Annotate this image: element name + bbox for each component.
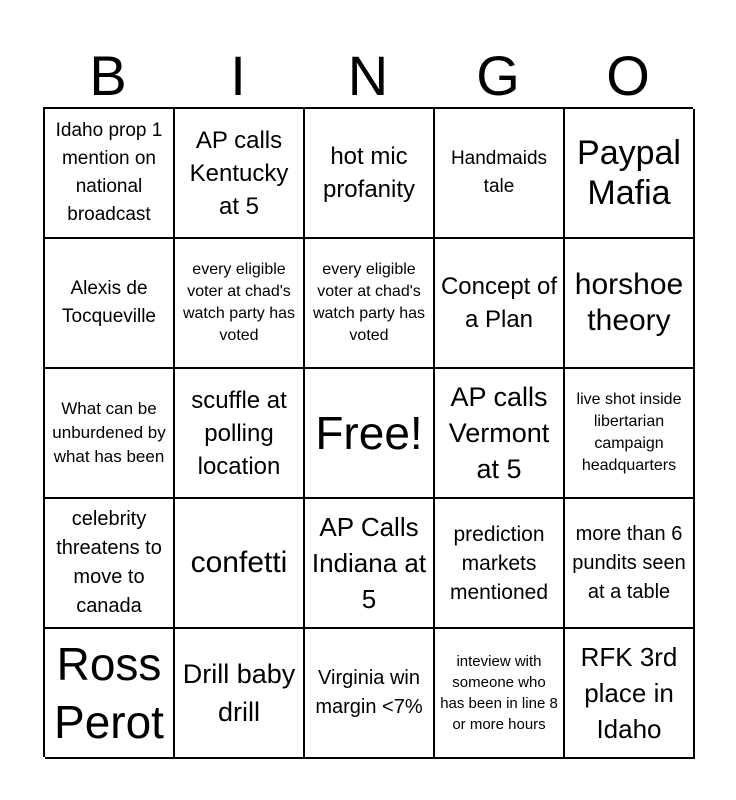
bingo-cell[interactable] (45, 499, 175, 629)
bingo-cell[interactable] (435, 369, 565, 499)
bingo-cell[interactable] (175, 499, 305, 629)
cell-text: hot mic profanity (322, 143, 416, 203)
cell-text: Handmaids tale (450, 148, 548, 197)
bingo-cell[interactable] (305, 499, 435, 629)
bingo-cell[interactable] (565, 499, 695, 629)
cell-text: What can be unburdened by what has been (52, 399, 166, 466)
cell-text: Alexis de Tocqueville (62, 278, 156, 327)
cell-text: inteview with someone who has been in line 8 or more hours (440, 653, 558, 733)
bingo-cell[interactable] (435, 239, 565, 369)
bingo-header (43, 46, 693, 106)
cell-text: confetti (190, 546, 288, 579)
bingo-cell[interactable] (175, 629, 305, 759)
bingo-grid (43, 107, 693, 757)
bingo-cell[interactable] (45, 369, 175, 499)
bingo-cell[interactable] (565, 239, 695, 369)
cell-text: Concept of a Plan (440, 273, 558, 333)
bingo-cell[interactable] (45, 109, 175, 239)
bingo-cell[interactable] (305, 109, 435, 239)
header-letter-g: G (476, 44, 520, 107)
bingo-cell[interactable] (45, 239, 175, 369)
free-space[interactable] (305, 369, 435, 499)
bingo-cell[interactable] (565, 629, 695, 759)
bingo-cell[interactable] (565, 109, 695, 239)
cell-text: Drill baby drill (182, 659, 296, 727)
cell-text: AP calls Vermont at 5 (448, 382, 550, 484)
bingo-cell[interactable] (305, 629, 435, 759)
cell-text: more than 6 pundits seen at a table (572, 522, 686, 603)
cell-text: AP Calls Indiana at 5 (311, 512, 427, 614)
cell-text: Ross Perot (54, 638, 164, 748)
cell-text: Virginia win margin <7% (315, 667, 423, 718)
cell-text: scuffle at polling location (191, 386, 287, 480)
cell-text: every eligible voter at chad's watch party has voted (312, 261, 426, 344)
cell-text: celebrity threatens to move to canada (56, 508, 162, 617)
bingo-cell[interactable] (175, 239, 305, 369)
bingo-cell[interactable] (175, 109, 305, 239)
header-letter-o: O (606, 44, 650, 107)
cell-text: Paypal Mafia (577, 134, 681, 212)
bingo-cell[interactable] (435, 499, 565, 629)
bingo-cell[interactable] (45, 629, 175, 759)
header-letter-n: N (347, 44, 389, 107)
cell-text: horshoe theory (574, 268, 684, 337)
cell-text: live shot inside libertarian campaign headquarters (576, 391, 682, 474)
bingo-cell[interactable] (435, 629, 565, 759)
header-letter-i: I (230, 44, 246, 107)
bingo-cell[interactable] (175, 369, 305, 499)
cell-text: Free! (315, 407, 423, 459)
cell-text: Idaho prop 1 mention on national broadcast (55, 120, 163, 225)
cell-text: prediction markets mentioned (449, 522, 549, 604)
bingo-cell[interactable] (435, 109, 565, 239)
header-letter-b: B (89, 44, 127, 107)
cell-text: AP calls Kentucky at 5 (189, 126, 289, 220)
bingo-cell[interactable] (305, 239, 435, 369)
bingo-cell[interactable] (565, 369, 695, 499)
cell-text: RFK 3rd place in Idaho (580, 642, 678, 744)
cell-text: every eligible voter at chad's watch party has voted (182, 261, 296, 344)
